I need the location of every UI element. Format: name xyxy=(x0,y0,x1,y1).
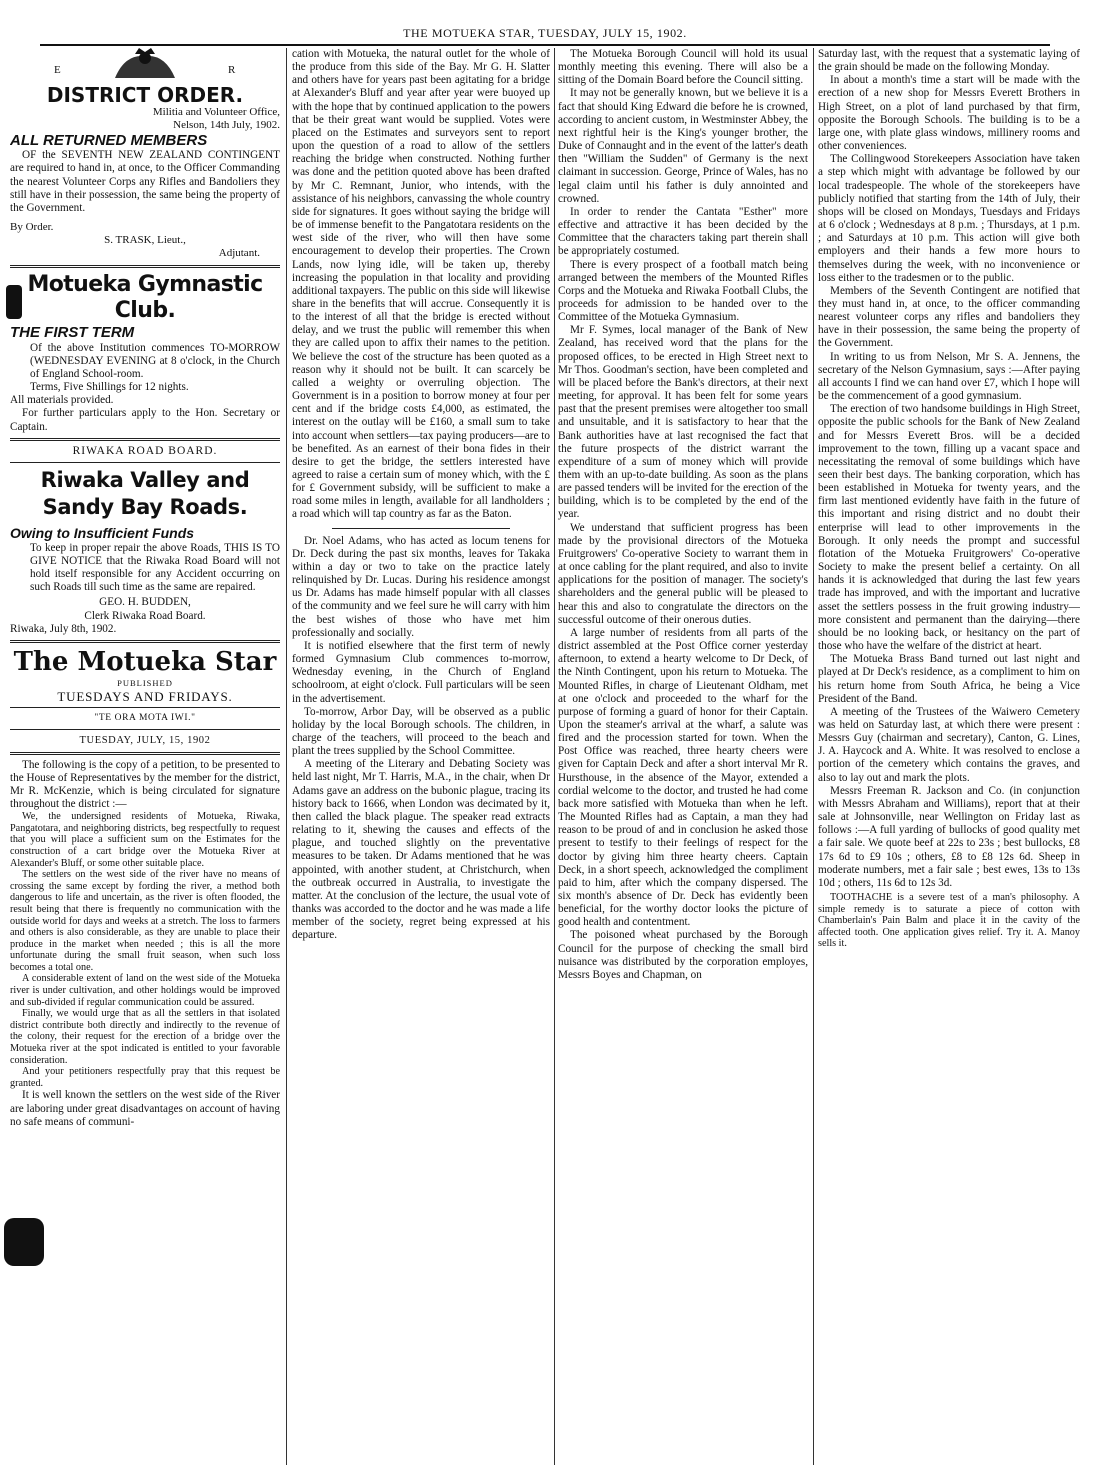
order-signer: S. TRASK, Lieut., xyxy=(104,234,186,247)
divider xyxy=(10,707,280,708)
gymnastic-materials: All materials provided. xyxy=(10,394,114,407)
divider xyxy=(10,729,280,730)
star-title: The Motueka Star xyxy=(13,646,277,677)
district-order-heading: DISTRICT ORDER. xyxy=(46,83,244,107)
article-paragraph: The following is the copy of a petition, to be presented to the House of Representatives by the member for the district, Mr R. McKenzie, which is being circulated for signature throughout the district :— xyxy=(10,758,280,810)
article-paragraph: To-morrow, Arbor Day, will be observed as a public holiday by the local Borough schools. The children, in charge of the teachers, will proceed to the beach and plant the trees supplied by the School Committee. xyxy=(292,705,550,758)
gymnastic-further: For further particulars apply to the Hon. Secretary or Captain. xyxy=(10,407,280,433)
toothache-ad: TOOTHACHE is a severe test of a man's philosophy. A simple remedy is to saturate a piece of cotton with Chamberlain's Pain Balm and place it in the cavity of the affected tooth. One application gives relief. Try it. A. Manoy sells it. xyxy=(818,892,1080,950)
star-date: TUESDAY, JULY, 15, 1902 xyxy=(79,735,211,747)
ink-blot xyxy=(6,285,22,319)
article-paragraph: In order to render the Cantata "Esther" more effective and attractive it has been decided by the Committee that the characters taking part therein shall be appropriately costumed. xyxy=(558,205,808,258)
column-1 xyxy=(10,48,280,1465)
article-paragraph: Dr. Noel Adams, who has acted as locum tenens for Dr. Deck during the past six months, leaves for Takaka within a day or two to take on the practice lately relinquished by Dr. Lucas. During his residence amongst us Dr. Adams has made himself popular with all classes of the community and we feel sure he will carry with him the best wishes of those who have met him professionally and socially. xyxy=(292,534,550,639)
order-body: OF the SEVENTH NEW ZEALAND CONTINGENT are required to hand in, at once, to the Officer Commanding the nearest Volunteer Corps any Rifles and Bandoliers they still have in their possession, the same being the property of the Government. xyxy=(10,149,280,214)
article-paragraph: And your petitioners respectfully pray that this request be granted. xyxy=(10,1066,280,1089)
column-3 xyxy=(558,48,808,1465)
divider xyxy=(10,438,280,441)
riwaka-date: Riwaka, July 8th, 1902. xyxy=(10,622,117,635)
crest-letter: R xyxy=(228,64,236,76)
article-paragraph: The settlers on the west side of the river have no means of crossing the same except by fording the river, a method both dangerous to life and uncertain, as the river is often flooded, the result being that there is frequently no communication with the outside world for days and weeks at a stretch. The loss to farmers and others is also considerable, as they are unable to place their produce in the market when needed ; this is all the more unfortunate during the small fruit season, when such loss becomes a total one. xyxy=(10,869,280,973)
article-paragraph: Saturday last, with the request that a systematic laying of the grain should be made on the following Monday. xyxy=(818,48,1080,74)
divider xyxy=(10,752,280,755)
article-paragraph: The Motueka Borough Council will hold its usual monthly meeting this evening. There will also be a sitting of the Domain Board before the Council sitting. xyxy=(558,48,808,87)
petition-article xyxy=(10,759,280,1129)
gymnastic-club-ad xyxy=(10,272,280,434)
star-published: PUBLISHED xyxy=(117,677,173,688)
article-paragraph: The Collingwood Storekeepers Association have taken a step which might with advantage be followed by our local tradespeople. The whole of the storekeepers have publicly notified that starting from the 14th of July, their shops will be closed on Mondays, Tuesdays and Fridays at 6 o'clock ; Wednesdays at 8 p.m. ; Thursdays, at 1 p.m. ; and Saturdays at 10 p.m. This action will give both employers and their hands a few more hours to themselves during the week, with no inconvenience or loss either to the tradesmen or to the public. xyxy=(818,153,1080,284)
article-paragraph: In writing to us from Nelson, Mr S. A. Jennens, the secretary of the Nelson Gymnasium, says :—After paying all accounts I find we can hand over £7, which I hope will be the commencement of a good gymnasium. xyxy=(818,350,1080,403)
masthead xyxy=(40,26,1050,46)
star-nameplate xyxy=(10,647,280,755)
article-paragraph: Mr F. Symes, local manager of the Bank of New Zealand, has received word that the plans for the proposed offices, to be erected in High Street next to Mr Thos. Goodman's section, have been completed and will be placed before the Bank's directors, at their next meeting, for approval. It has been felt for some years past that the present premises were altogether too small and unsuitable, and it is satisfactory to hear that the Bank authorities have at last recognised the fact that the future prospects of the district warrant the expenditure of a sum of money which will provide them with an up-to-date building. As soon as the plans are passed tenders will be invited for the erection of the building, which is to be completed by the end of the year. xyxy=(558,324,808,521)
article-paragraph: We, the undersigned residents of Motueka, Riwaka, Pangatotara, and neighboring districts, beg respectfully to request that you will place a sufficient sum on the Estimates for the construction of a cart bridge over the Motueka River at Alexander's Bluff, or some other suitable place. xyxy=(10,811,280,869)
riwaka-road-board-ad xyxy=(10,445,280,636)
riwaka-signer: GEO. H. BUDDEN, xyxy=(99,596,191,609)
star-motto: "TE ORA MOTA IWI." xyxy=(94,713,196,724)
column-rule xyxy=(813,48,814,1465)
article-paragraph: It may not be generally known, but we believe it is a fact that should King Edward die before he is crowned, according to ancient custom, in Westminster Abbey, the next rightful heir is the King's younger brother, the Duke of Connaught and in the event of the latter's death then "William the Sudden" of Germany is the next claimant in succession. George, Prince of Wales, has no legal claim until his father is duly annointed and crowned. xyxy=(558,87,808,205)
divider xyxy=(10,462,280,463)
riwaka-heading: Riwaka Valley and Sandy Bay Roads. xyxy=(40,467,250,519)
star-days: TUESDAYS AND FRIDAYS. xyxy=(57,689,233,705)
crest-row xyxy=(10,48,280,84)
gymnastic-body: Of the above Institution commences TO-MORROW (WEDNESDAY EVENING at 8 o'clock, in the Church of England School-room. xyxy=(30,341,280,380)
article-paragraph: A meeting of the Literary and Debating Society was held last night, Mr T. Harris, M.A., in the chair, when Dr Adams gave an address on the bubonic plague, tracing its history back to 1666, when London was decimated by it, then called the black plague. The speaker read extracts relating to it, shewing the causes and effects of the plague, and touched slightly on the preventative measures to be taken. Dr Adams mentioned that he was appointed, with another student, at Christchurch, when the outbreak occurred in Australia, to investigate the matter. At the conclusion of the lecture, the usual vote of thanks was accorded to the doctor and he was made a life member of the society, regret being expressed at his departure. xyxy=(292,758,550,942)
article-paragraph: It is notified elsewhere that the first term of newly formed Gymnasium Club commences to-morrow, Wednesday evening, in the Church of England schoolroom, at eight o'clock. Full particulars will be seen in the advertisement. xyxy=(292,639,550,705)
riwaka-body: To keep in proper repair the above Roads, THIS IS TO GIVE NOTICE that the Riwaka Road Board will not hold itself responsible for any Accident occurring on such Roads till such time as the same are repaired. xyxy=(30,541,280,594)
order-signer-title: Adjutant. xyxy=(218,247,260,260)
riwaka-board: RIWAKA ROAD BOARD. xyxy=(72,444,218,457)
article-paragraph: Members of the Seventh Contingent are notified that they must hand in, at once, to the officer commanding nearest volunteer corps any rifles and bandoliers they have in their possession, the same being the property of the Government. xyxy=(818,284,1080,350)
article-paragraph: Finally, we would urge that as all the settlers in that isolated district contribute both directly and indirectly to the revenue of the colony, their request for the erection of a bridge over the Motueka river at the spot indicated is entitled to your favorable consideration. xyxy=(10,1008,280,1066)
divider xyxy=(10,640,280,643)
article-paragraph: In about a month's time a start will be made with the erection of a new shop for Messrs Everett Brothers in High Street, on a plot of land purchased by that firm, opposite the Borough Schools. The building is to be a large one, with plate glass windows, millinery rooms and other conveniences. xyxy=(818,74,1080,153)
column-rule xyxy=(554,48,555,1465)
crest-letter: E xyxy=(54,64,61,76)
article-paragraph: The erection of two handsome buildings in High Street, opposite the public schools for the Bank of New Zealand and for Messrs Everett Bros. will be a decided improvement to the town, filling up a vacant space and necessitating the removal of some buildings which have seen their best days. The banking corporation, which has been established in Motueka for twenty years, and the firm last mentioned evidently have faith in the future of this important and rising district and no doubt their enterprise will lead to other improvements in the Borough. It only needs the prompt and successful flotation of the Motueka Fruitgrowers' Co-operative Society to make the present belief a certainty. On all hands it is acknowledged that during the last few years trade has improved, and with the important and lucrative asset the settlers possess in the fruit growing industry—more consistent and permanent than the dairying—there should be no looking back, or hesitancy on the part of those who have the welfare of the district at heart. xyxy=(818,403,1080,653)
office-line: Militia and Volunteer Office, xyxy=(152,106,280,118)
article-paragraph: The Motueka Brass Band turned out last night and played at Dr Deck's residence, as a compliment to him on his return home from South Africa, he being a Vice President of the Band. xyxy=(818,653,1080,705)
column-4 xyxy=(818,48,1080,1465)
article-paragraph: A large number of residents from all parts of the district assembled at the Post Office corner yesterday afternoon, to extend a hearty welcome to Dr Deck, of the Ninth Contingent, upon his return to Motueka. The Mounted Rifles, in charge of Lieutenant Oldham, met at one o'clock and proceeded to the wharf for the purpose of forming a guard of honor for their Captain. Upon the steamer's arrival at the wharf, a salute was fired and the procession started for town. When the Post Office was reached, three hearty cheers were given for Captain Deck and after a short interval Mr R. Hursthouse, in the absence of the Mayor, extended a cordial welcome to the doctor, and trusted he had come back more satisfied with Motueka than when he left. The Mounted Rifles had as Captain, a man they had reason to be proud of and in conclusion he asked those present to testify to their feelings of respect for the doctor by giving him three hearty cheers. Captain Deck, in a short speech, acknowledged the compliment paid to him, after which the company dispersed. The six month's absence of Dr. Deck has evidently been beneficial, for the worthy doctor looks the picture of good health and contentment. xyxy=(558,626,808,929)
article-paragraph: Messrs Freeman R. Jackson and Co. (in conjunction with Messrs Abraham and Williams), report that at their sale at Johnsonville, near Wellington on Friday last as follows :—A full yarding of bullocks of good quality met a fair sale. We quote beef at 22s to 23s ; best bullocks, £8 17s 6d to £9 10s ; others, £8 to £8 12s 6d. Sheep in moderate numbers, met a fair sale ; best ewes, 13s to 13s 10d ; others, 11s 6d to 12s 3d. xyxy=(818,784,1080,889)
district-order-ad xyxy=(10,48,280,261)
riwaka-signer-title: Clerk Riwaka Road Board. xyxy=(84,609,206,622)
article-paragraph: A meeting of the Trustees of the Waiwero Cemetery was held on Saturday last, at which there were present : Messrs Guy (chairman and secretary), Canton, G. Lines, J. A. Haycock and A. White. It was resolved to enclose a portion of the cemetery which contains the graves, and also to lay out and mark the plots. xyxy=(818,705,1080,784)
article-paragraph: The poisoned wheat purchased by the Borough Council for the purpose of checking the small bird nuisance was distributed by the corporation employes, Messrs Boyes and Chapman, on xyxy=(558,929,808,981)
divider xyxy=(332,528,510,529)
masthead-title: THE MOTUEKA STAR, TUESDAY, JULY 15, 1902. xyxy=(403,26,687,40)
by-order: By Order. xyxy=(10,221,54,234)
gymnastic-terms: Terms, Five Shillings for 12 nights. xyxy=(30,381,189,394)
order-date: Nelson, 14th July, 1902. xyxy=(173,119,280,132)
royal-crest-icon xyxy=(105,48,185,82)
gymnastic-heading: Motueka Gymnastic Club. xyxy=(27,271,263,323)
ink-blot xyxy=(4,1218,44,1266)
riwaka-subhead: Owing to Insufficient Funds xyxy=(10,524,195,541)
column-rule xyxy=(286,48,287,1465)
divider xyxy=(10,265,280,268)
article-paragraph: A considerable extent of land on the west side of the Motueka river is under cultivation, and other holdings would be improved and sub-divided if regular communication could be assured. xyxy=(10,973,280,1008)
article-paragraph: It is well known the settlers on the west side of the River are laboring under great disadvantages on account of having no safe means of communi- xyxy=(10,1089,280,1128)
article-paragraph: There is every prospect of a football match being arranged between the members of the Mounted Rifles Corps and the Motueka and Riwaka Football Clubs, the proceeds for admission to be handed over to the Committee of the Motueka Gymnasium. xyxy=(558,258,808,324)
article-paragraph: cation with Motueka, the natural outlet for the whole of the produce from this side of the Bay. Mr G. H. Slatter and others have for years past been agitating for a bridge at Alexander's Bluff and year after year were buoyed up with the hope that by continued application to the powers that be their great want would be supplied. Votes were placed on the Estimates and surveyors sent to report upon the question of a road to allow of the settlers reaching the bridge when constructed. Nothing further was done and the petition quoted above has been drafted by Mr C. Remnant, Junior, who intends, with the assistance of his neighbors, canvassing the whole country side for signatures. It goes without saying the bridge will be of immense benefit to the Pangatotara residents on the west side of the river, who will then have some encouragement to develop their properties. The Crown Lands, now lying idle, will be taken up, thereby increasing the population in that locality and providing additional taxpayers. The public on this side will likewise share in the benefits that will accrue. Consequently it is to the interest of all that the bridge is erected without delay, and we trust the public will remember this when they are called upon to affix their names to the petition. We believe the cost of the structure has been quoted as a reason why it should not be built. It can scarcely be called a weighty or overruling objection. The Government is in a position to borrow money at four per cent and if the bridge costs £4,000, as estimated, the interest on the outlay will be £160, a small sum to take into account when settlers—tax paying producers—are to be benefited. As an earnest of their bona fides in their desire to get the bridge, the settlers interested have agreed to raise a certain sum of money which, with the £ for £ Government subsidy, will be sufficient to make a road some miles in length, available for all landholders ; a road which will tap country as far as the Baton. xyxy=(292,48,550,521)
gymnastic-subhead: THE FIRST TERM xyxy=(10,323,135,341)
order-subhead: ALL RETURNED MEMBERS xyxy=(10,132,208,150)
column-2 xyxy=(292,48,550,1465)
article-paragraph: We understand that sufficient progress has been made by the provisional directors of the Motueka Fruitgrowers' Co-operative Society to warrant them in at once cabling for the plant required, and also to invite applications for the position of manager. The society's shareholders and the general public will be pleased to hear this and also to congratulate the directors on the successful outcome of their onerous duties. xyxy=(558,521,808,626)
